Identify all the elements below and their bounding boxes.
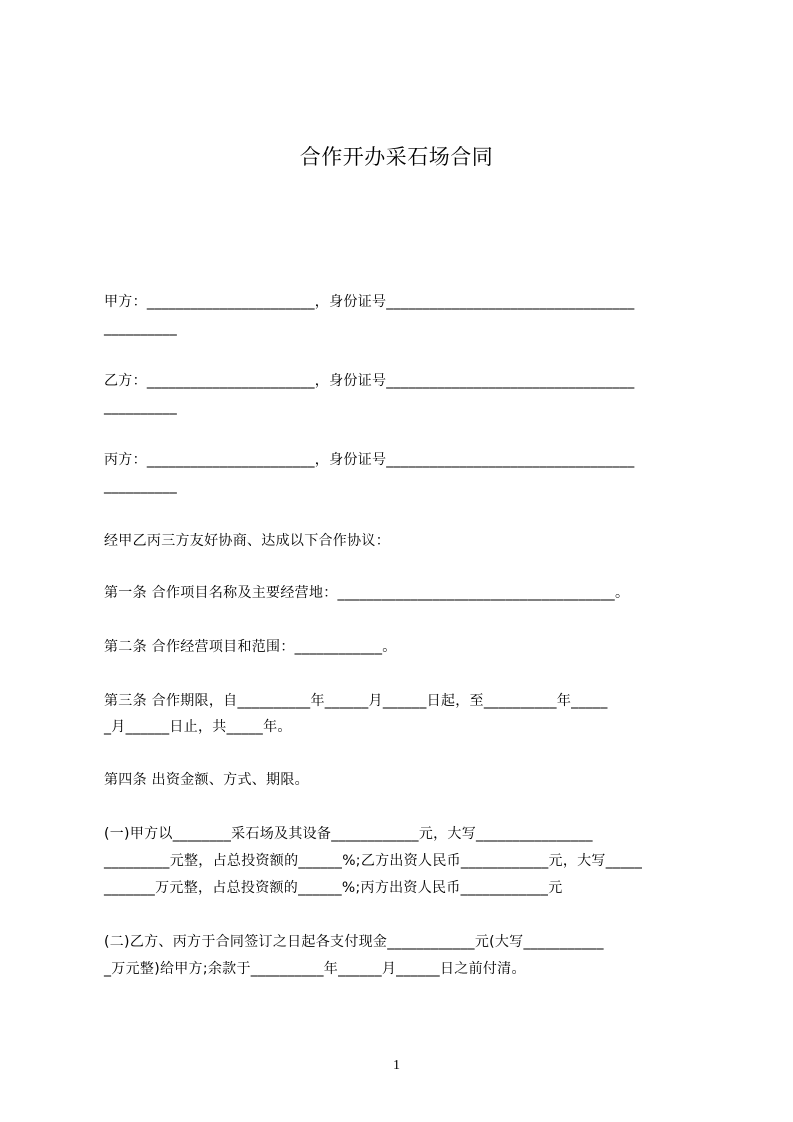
article-4-item-2-line-2: _万元整)给甲方;余款于__________年______月______日之前付清。 [104,961,526,977]
party-b-line-1: 乙方：_______________________，身份证号__________________________________ [104,373,635,389]
page-number: 1 [393,1058,400,1073]
article-4-item-1-line-1: (一)甲方以________采石场及其设备____________元，大写________________ [104,826,593,842]
document-title: 合作开办采石场合同 [299,145,494,169]
article-1: 第一条 合作项目名称及主要经营地：______________________________________。 [104,585,630,601]
article-4-item-1-line-3: _______万元整，占总投资额的______%;丙方出资人民币____________元 [104,880,563,896]
party-b-line-2: __________ [104,399,177,415]
article-4-item-2-line-1: (二)乙方、丙方于合同签订之日起各支付现金____________元(大写___________ [104,934,604,950]
article-4-heading: 第四条 出资金额、方式、期限。 [104,772,309,788]
party-c-line-2: __________ [104,478,177,494]
article-3-line-1: 第三条 合作期限，自__________年______月______日起，至__________年_____ [104,693,608,709]
article-3-line-2: _月______日止，共_____年。 [104,719,292,735]
party-a-line-2: __________ [104,320,177,336]
article-2: 第二条 合作经营项目和范围：____________。 [104,639,397,655]
intro-paragraph: 经甲乙丙三方友好协商、达成以下合作协议： [104,533,390,549]
article-4-item-1-line-2: _________元整，占总投资额的______%;乙方出资人民币____________元，大写_____ [104,853,643,869]
party-a-line-1: 甲方：_______________________，身份证号__________________________________ [104,294,635,310]
party-c-line-1: 丙方：_______________________，身份证号__________________________________ [104,452,635,468]
